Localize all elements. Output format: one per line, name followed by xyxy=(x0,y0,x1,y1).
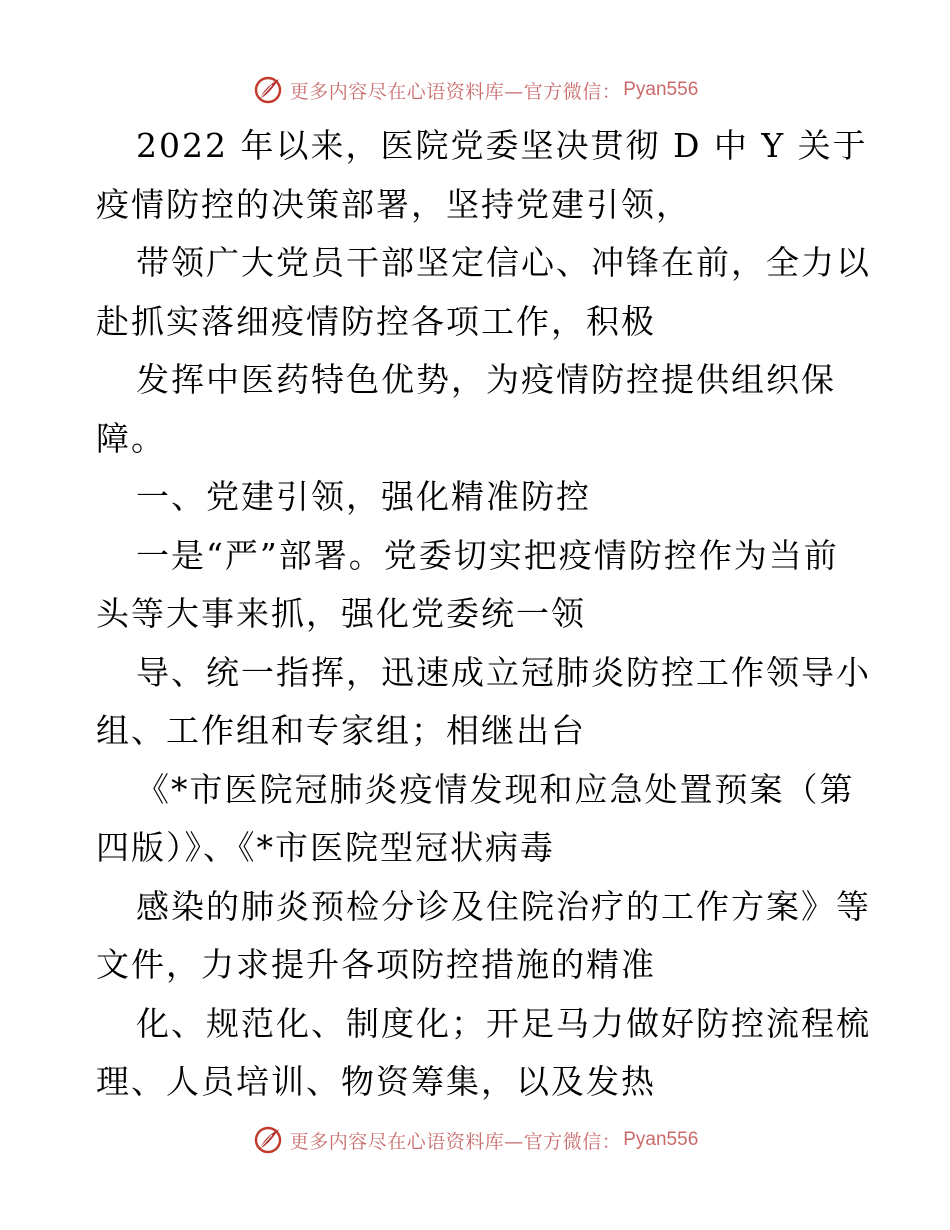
body-line: 带领广大党员干部坚定信心、冲锋在前，全力以 xyxy=(136,243,871,282)
body-line: 四版）》、《*市医院型冠状病毒 xyxy=(96,828,555,867)
body-line: 发挥中医药特色优势，为疫情防控提供组织保 xyxy=(136,360,836,399)
body-line: 一是“严”部署。党委切实把疫情防控作为当前 xyxy=(136,535,839,575)
body-line: 文件，力求提升各项防控措施的精准 xyxy=(96,945,656,984)
body-line: 头等大事来抓，强化党委统一领 xyxy=(96,594,586,633)
section-heading: 一、党建引领，强化精准防控 xyxy=(136,477,591,516)
watermark-text: 更多内容尽在心语资料库—官方微信： xyxy=(289,80,622,103)
body-line: 障。 xyxy=(96,418,166,458)
body-line: 化、规范化、制度化；开足马力做好防控流程梳 xyxy=(136,1003,871,1043)
body-line: 组、工作组和专家组；相继出台 xyxy=(96,711,586,750)
body-line: 2022 年以来，医院党委坚决贯彻 D 中 Y 关于 xyxy=(136,126,868,165)
body-line: 《*市医院冠肺炎疫情发现和应急处置预案（第 xyxy=(136,769,855,809)
document-body xyxy=(96,122,871,1117)
body-line: 赴抓实落细疫情防控各项工作，积极 xyxy=(96,301,656,341)
watermark-account: Pyan556 xyxy=(623,1129,699,1150)
watermark-account: Pyan556 xyxy=(623,79,699,100)
body-line: 疫情防控的决策部署，坚持党建引领， xyxy=(96,184,691,224)
watermark-text: 更多内容尽在心语资料库—官方微信： xyxy=(289,1130,622,1153)
body-line: 导、统一指挥，迅速成立冠肺炎防控工作领导小 xyxy=(136,652,871,692)
quill-logo-icon xyxy=(252,74,284,106)
quill-logo-icon xyxy=(252,1124,284,1156)
watermark-header xyxy=(0,72,950,108)
watermark-footer xyxy=(0,1122,950,1158)
body-line: 理、人员培训、物资筹集，以及发热 xyxy=(96,1062,656,1101)
body-line: 感染的肺炎预检分诊及住院治疗的工作方案》等 xyxy=(136,886,871,926)
